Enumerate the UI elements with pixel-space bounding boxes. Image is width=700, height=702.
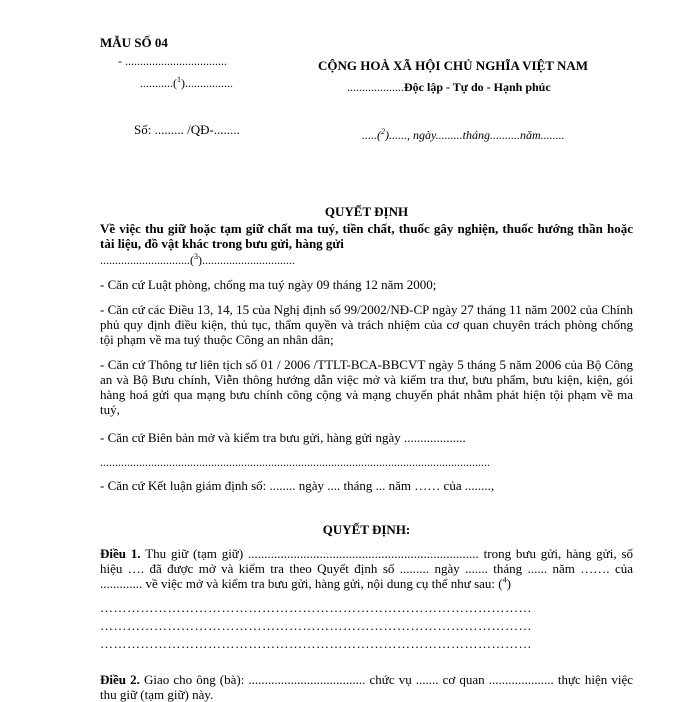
basis-3: - Căn cứ Thông tư liên tịch số 01 / 2006 /TTLT-BCA-BBCVT ngày 5 tháng 5 năm 2006 của Bộ Công an và Bộ Bưu chính, Viễn thông hướng dẫn việc mở và kiểm tra thư, bưu phẩm, bưu kiện, kiện, gói hàng hoá gửi qua mạng bưu chính công cộng và mạng chuyển phát nhằm phát hiện tội phạm về ma tuý, <box>100 357 633 417</box>
basis-4-continuation: .................................................................................................................................. <box>100 455 490 469</box>
country-name: CỘNG HOÀ XÃ HỘI CHỦ NGHĨA VIỆT NAM <box>318 58 589 73</box>
basis-2: - Căn cứ các Điều 13, 14, 15 của Nghị định số 99/2002/NĐ-CP ngày 27 tháng 11 năm 2002 của Chính phủ quy định điều kiện, thủ tục, thẩm quyền và trách nhiệm của cơ quan chuyên trách phòng chống tội phạm về ma tuý thuộc Công an nhân dân; <box>100 302 633 347</box>
basis-4: - Căn cứ Biên bản mở và kiểm tra bưu gửi, hàng gửi ngày ................... <box>100 430 466 445</box>
article-1-label: Điều 1. <box>100 546 141 561</box>
organization-line: ...........($^1$)................ <box>140 75 233 90</box>
basis-1: - Căn cứ Luật phòng, chống ma tuý ngày 09 tháng 12 năm 2000; <box>100 277 437 292</box>
place-date-line: .....($^2$)......, ngày.........tháng..........năm........ <box>362 127 565 142</box>
header-left-dots: - .................................. <box>118 54 227 68</box>
article-1: Điều 1. Thu giữ (tạm giữ) ....................................................................... trong bưu gửi, hàng gửi, số hiệu …. đã được mở và kiểm tra theo Quyết định số ......... ngày ....... tháng ...... năm ……. của ............. về việc mở và kiểm tra bưu gửi, hàng gửi, nội dung cụ thể như sau: ($^4$) <box>100 546 634 591</box>
footnote-2: 2 <box>381 127 385 136</box>
document-title: QUYẾT ĐỊNH <box>324 204 409 219</box>
form-label: MẪU SỐ 04 <box>100 35 168 50</box>
footnote-3: 3 <box>194 252 198 261</box>
footnote-1: 1 <box>177 75 181 84</box>
detail-line-3: …………………………………………………………………………………… <box>100 636 532 651</box>
footnote-4: 4 <box>502 575 507 585</box>
decision-section-title: QUYẾT ĐỊNH: <box>322 522 411 537</box>
article-2-label: Điều 2. <box>100 672 140 687</box>
decision-number: Số: ......... /QĐ-........ <box>134 122 240 137</box>
article-2: Điều 2. Giao cho ông (bà): .................................... chức vụ ....... cơ quan .................... thực hiện việc thu giữ (tạm giữ) này. <box>100 672 634 702</box>
basis-5: - Căn cứ Kết luận giám định số: ........ ngày .... tháng ... năm …… của ........, <box>100 478 495 493</box>
detail-line-2: …………………………………………………………………………………… <box>100 618 532 633</box>
motto: Độc lập - Tự do - Hạnh phúc <box>404 80 551 94</box>
detail-line-1: …………………………………………………………………………………… <box>100 600 532 615</box>
document-subtitle: Về việc thu giữ hoặc tạm giữ chất ma tuý, tiền chất, thuốc gây nghiện, thuốc hướng thần hoặc tài liệu, đồ vật khác trong bưu gửi, hàng gửi <box>100 221 633 251</box>
authority-line: ..............................($^3$)............................... <box>100 252 295 267</box>
motto-line: ...................Độc lập - Tự do - Hạnh phúc <box>347 80 551 94</box>
